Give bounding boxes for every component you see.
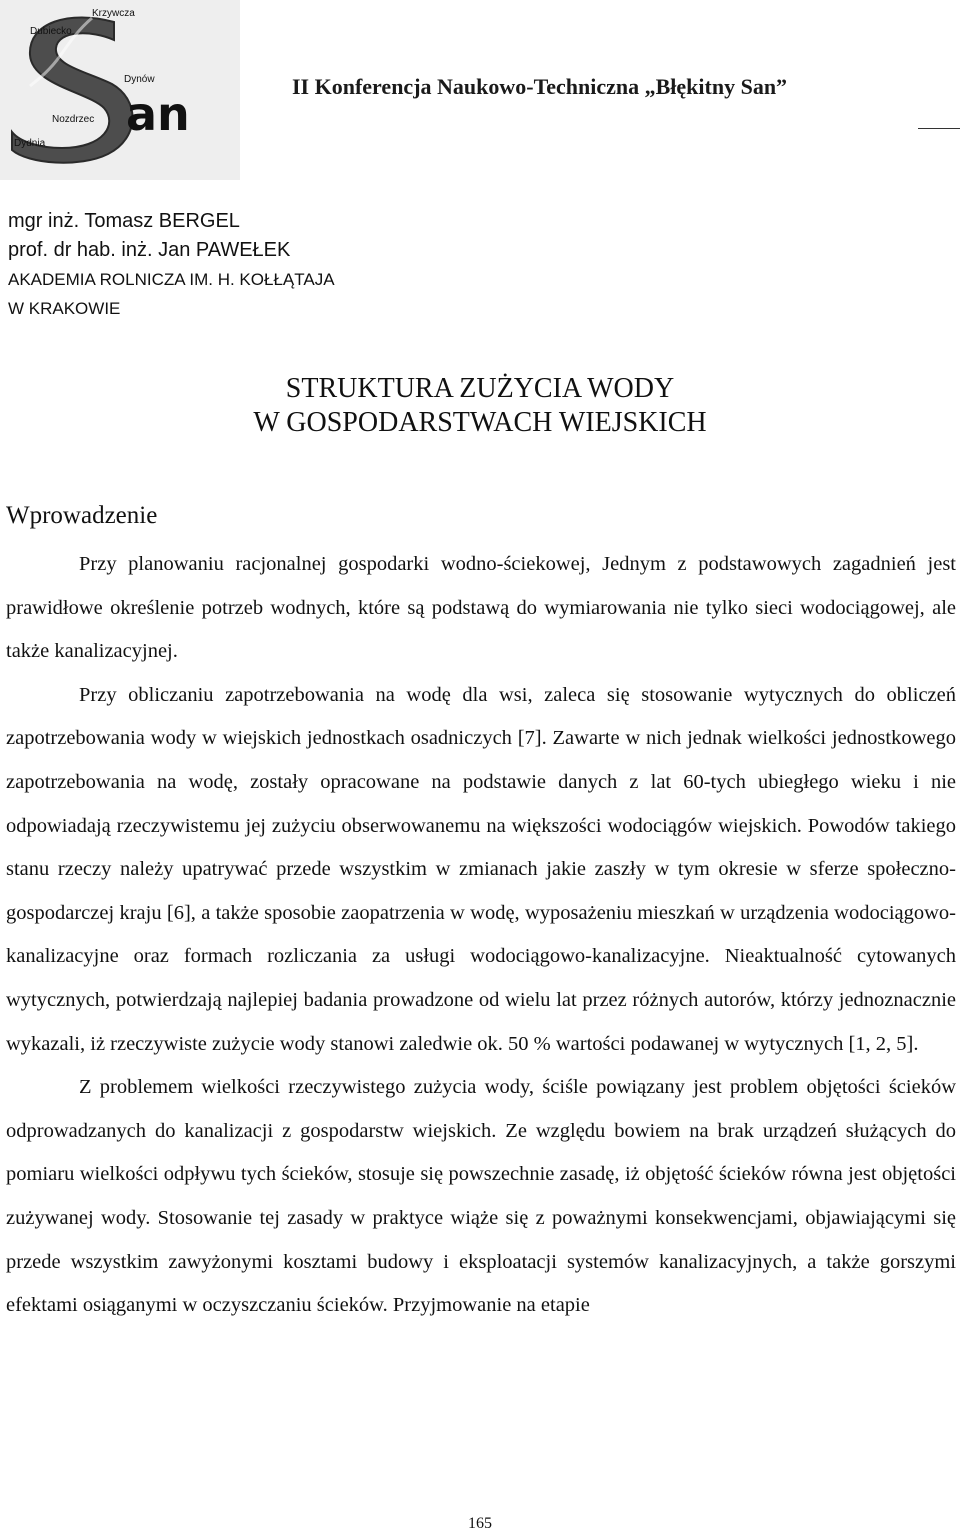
page-header [0,0,960,180]
logo-label-nozdrzec: Nozdrzec [52,114,95,125]
paragraph: Przy planowaniu racjonalnej gospodarki wodno-ściekowej, Jednym z podstawowych zagadnień jest prawidłowe określenie potrzeb wodnych, które są podstawą do wymiarowania nie tylko sieci wodociągowej, ale także kanalizacyjnej. [6,553,956,663]
body-text [6,543,956,1328]
paragraph: Z problemem wielkości rzeczywistego zużycia wody, ściśle powiązany jest problem objętości ścieków odprowadzanych do kanalizacji z gospodarstw wiejskich. Ze względu bowiem na brak urządzeń służących do pomiaru wielkości odpływu tych ścieków, stosuje się powszechnie zasadę, iż objętość ścieków równa jest objętości zużywanej wody. Stosowanie tej zasady w praktyce wiąże się z poważnymi konsekwencjami, objawiającymi się przede wszystkim zawyżonymi kosztami budowy i eksploatacji systemów kanalizacyjnych, a także gorszymi efektami osiąganymi w oczyszczaniu ścieków. Przyjmowanie na etapie [6,1076,956,1317]
logo-label-dubiecko: Dubiecko [30,26,72,37]
affiliation-line: W KRAKOWIE [8,299,121,318]
logo-label-dydnia: Dydnia [14,138,46,149]
paper-title [0,372,960,440]
header-divider [918,128,960,129]
paper-title-line: W GOSPODARSTWACH WIEJSKICH [253,407,707,438]
paper-title-line: STRUKTURA ZUŻYCIA WODY [285,373,675,404]
author-name: prof. dr hab. inż. Jan PAWEŁEK [8,239,291,261]
logo-label-dynow: Dynów [124,74,155,85]
conference-title: II Konferencja Naukowo-Techniczna „Błękitny San” [292,74,788,99]
page-number: 165 [468,1515,492,1532]
author-block [8,207,335,323]
paragraph: Przy obliczaniu zapotrzebowania na wodę dla wsi, zaleca się stosowanie wytycznych do obliczeń zapotrzebowania wody w wiejskich jednostkach osadniczych [7]. Zawarte w nich jednak wielkości jednostkowego zapotrzebowania na wodę, zostały opracowane na podstawie danych z lat 60-tych ubiegłego wieku i nie odpowiadają rzeczywistemu jej zużyciu obserwowanemu na większości wodociągów wiejskich. Powodów takiego stanu rzeczy należy upatrywać przede wszystkim w zmianach jakie zaszły w tym okresie w sferze społeczno-gospodarczej kraju [6], a także sposobie zaopatrzenia w wodę, wyposażeniu mieszkań w urządzenia wodociągowo-kanalizacyjne oraz formach rozliczania za usługi wodociągowo-kanalizacyjne. Nieaktualność cytowanych wytycznych, potwierdzają najlepiej badania prowadzone od wielu lat przez różnych autorów, którzy jednoznacznie wykazali, iż rzeczywiste zużycie wody stanowi zaledwie ok. 50 % wartości podawanej w wytycznych [1, 2, 5]. [6,683,956,1055]
logo-text: an [126,87,190,141]
affiliation-line: AKADEMIA ROLNICZA IM. H. KOŁŁĄTAJA [8,270,335,289]
section-heading: Wprowadzenie [6,502,158,529]
logo-label-krzywcza: Krzywcza [92,8,135,19]
author-name: mgr inż. Tomasz BERGEL [8,210,240,232]
conference-logo [0,0,240,180]
